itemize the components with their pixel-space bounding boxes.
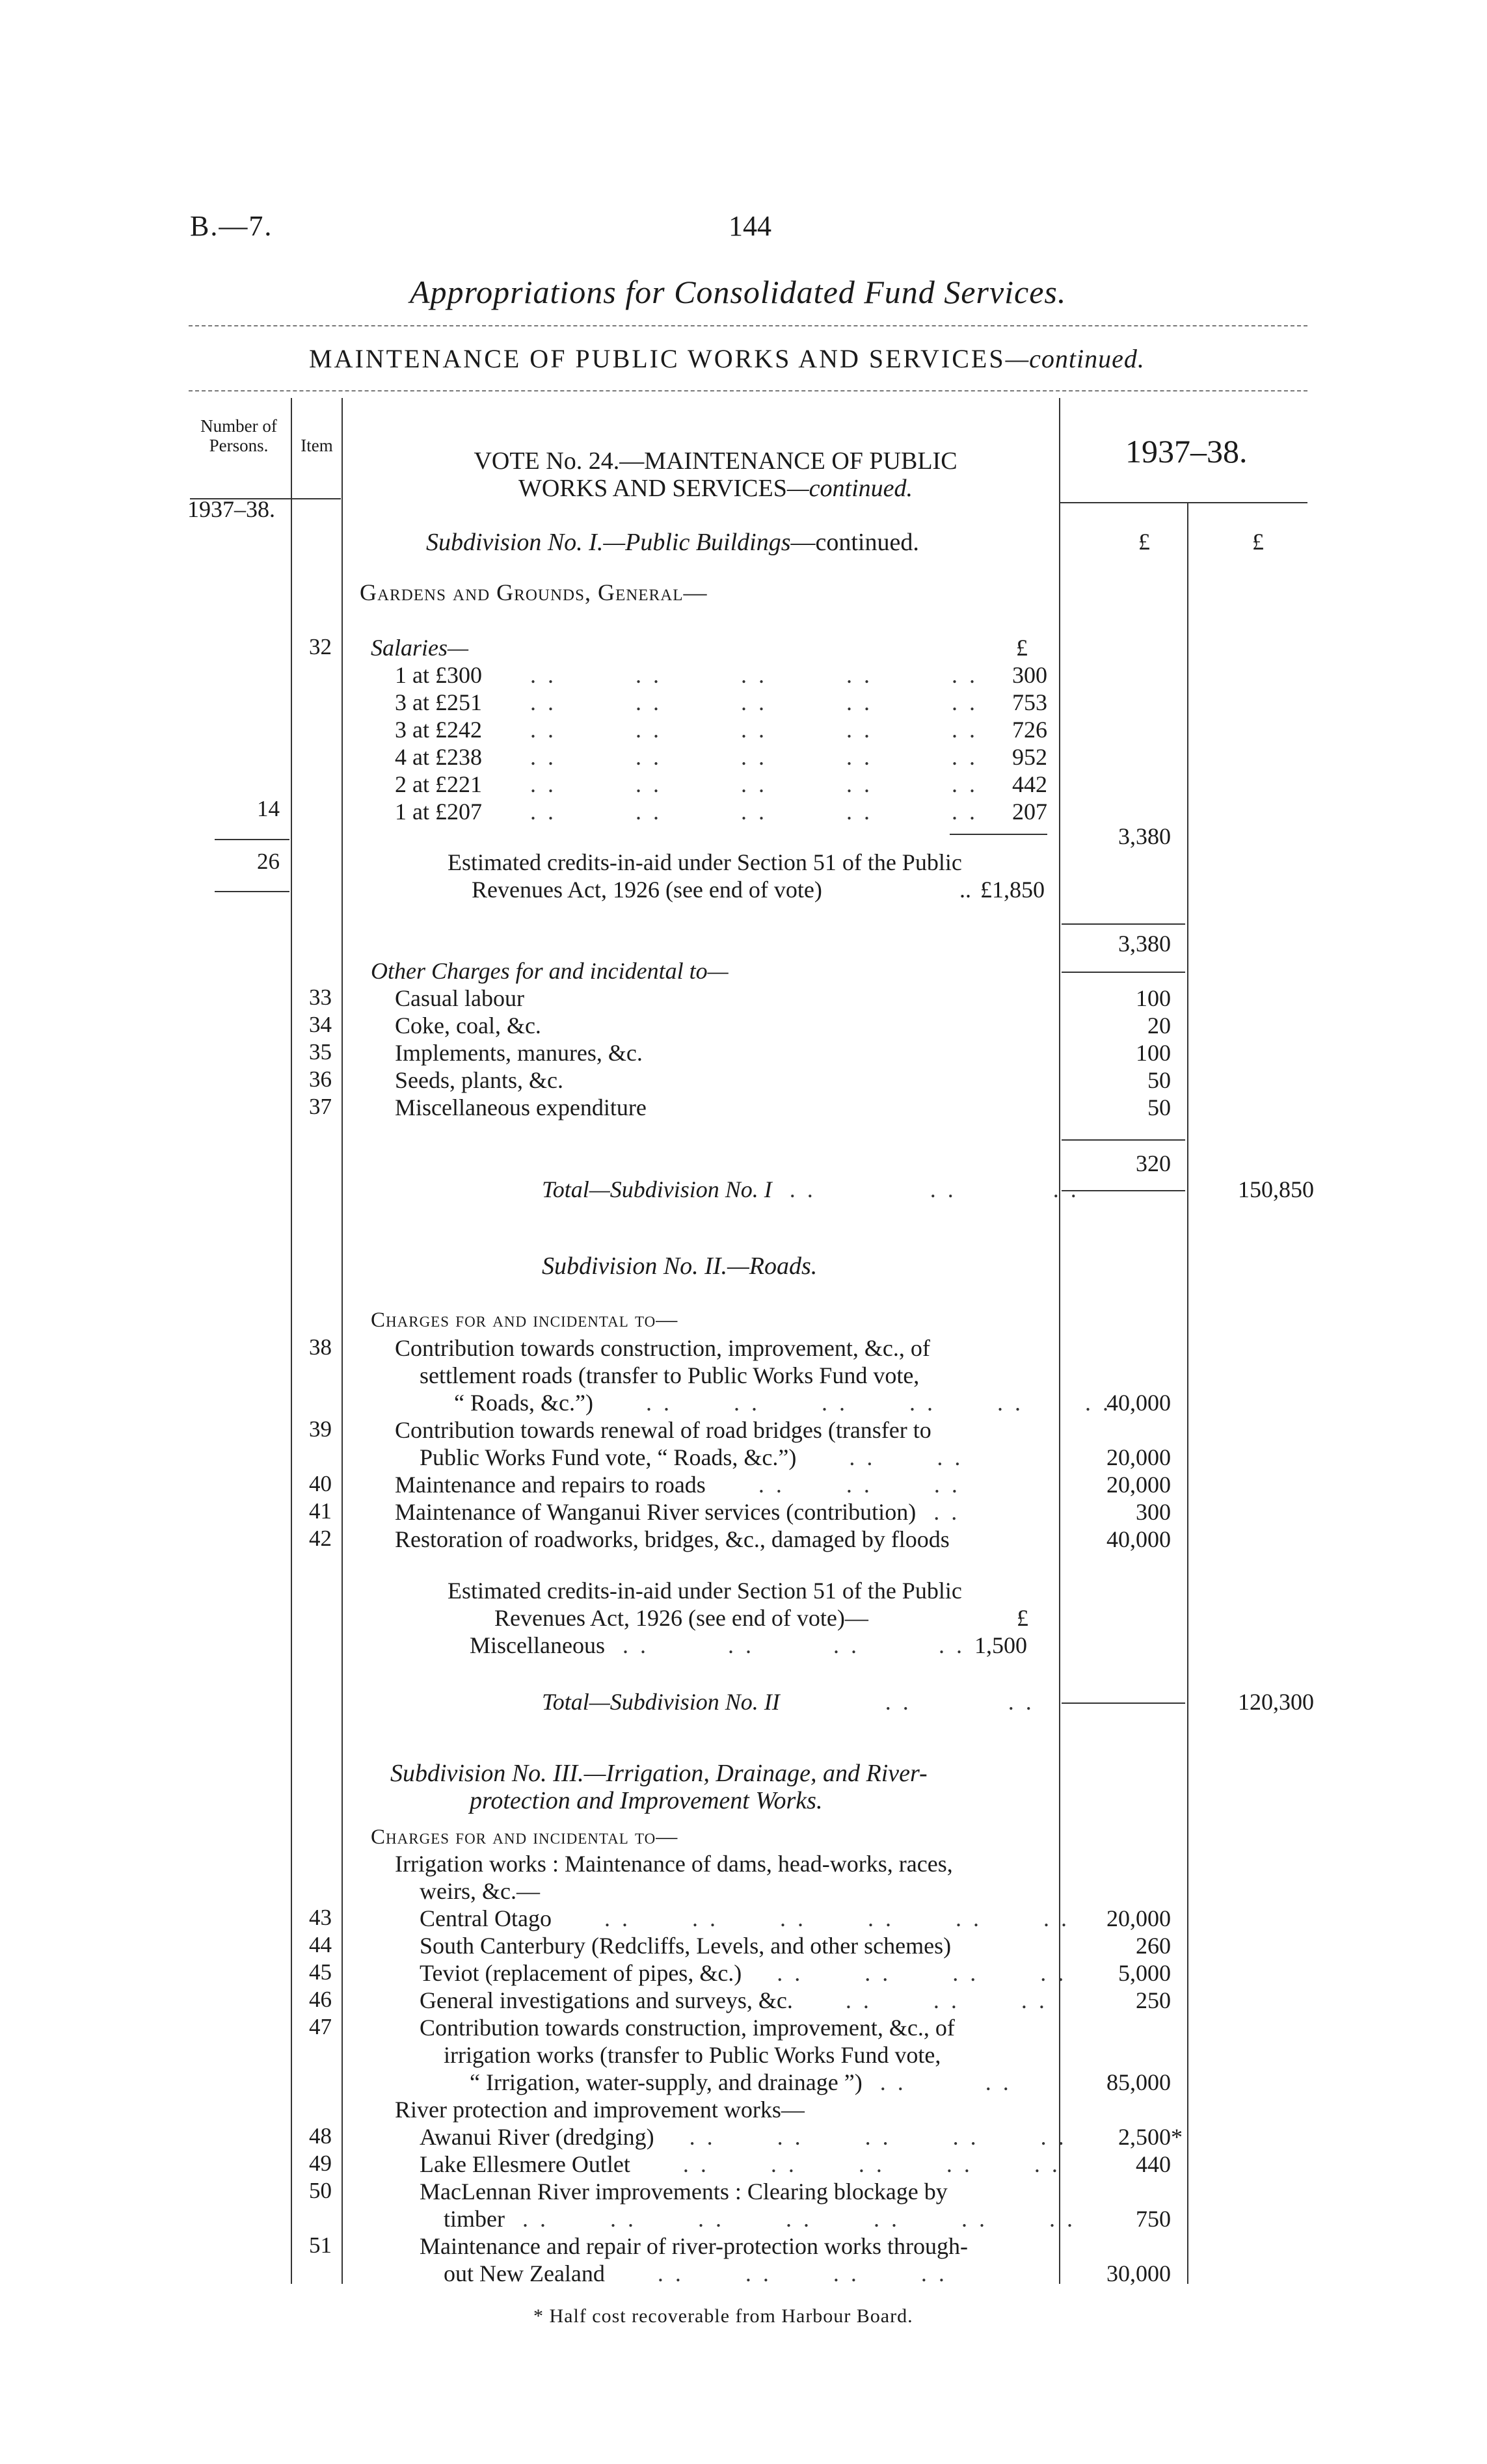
item-47-amount: 85,000 bbox=[1106, 2069, 1171, 2095]
item-40-desc: Maintenance and repairs to roads .. .. .. bbox=[395, 1472, 969, 1498]
salary-row-desc: 1 at £300 bbox=[395, 662, 482, 688]
item-column-header: Item bbox=[301, 436, 333, 455]
sub2-credits-line-2: Revenues Act, 1926 (see end of vote)— bbox=[494, 1605, 868, 1631]
subdivision-1-heading: Subdivision No. I.—Public Buildings—continued. bbox=[426, 529, 919, 556]
item-number: 43 bbox=[309, 1905, 332, 1930]
item-41-desc: Maintenance of Wanganui River services (contribution) .. bbox=[395, 1499, 969, 1525]
subdivision-1-total-rule bbox=[1062, 1190, 1185, 1191]
item-38-line-3: “ Roads, &c.”) .. .. .. .. .. .. bbox=[454, 1390, 1120, 1416]
item-number: 46 bbox=[309, 1987, 332, 2012]
item-number: 38 bbox=[309, 1334, 332, 1360]
other-charge-amount: 50 bbox=[1147, 1067, 1171, 1093]
salary-row-desc: 1 at £207 bbox=[395, 799, 482, 825]
item-number: 35 bbox=[309, 1039, 332, 1065]
item-40-amount: 20,000 bbox=[1106, 1472, 1171, 1498]
subdivision-2-total-label: Total—Subdivision No. II .. .. bbox=[542, 1689, 1043, 1715]
persons-subtotal: 14 bbox=[257, 796, 280, 821]
persons-year-label: 1937–38. bbox=[187, 496, 275, 522]
other-charge-amount: 20 bbox=[1147, 1013, 1171, 1039]
leader-dots: .. .. .. .. .. bbox=[530, 689, 987, 715]
subdivision-2-total: 120,300 bbox=[1238, 1689, 1314, 1715]
item-49-amount: 440 bbox=[1136, 2151, 1171, 2177]
item-44-desc: South Canterbury (Redcliffs, Levels, and other schemes) bbox=[420, 1933, 952, 1959]
section-subtitle: MAINTENANCE OF PUBLIC WORKS AND SERVICES—continued. bbox=[309, 344, 1145, 373]
item-number: 49 bbox=[309, 2151, 332, 2176]
pound-symbol-col1: £ bbox=[1138, 529, 1150, 555]
item-47-line-3: “ Irrigation, water-supply, and drainage ”) .. .. bbox=[470, 2069, 1021, 2095]
persons-rule bbox=[215, 839, 289, 840]
subdivision-2-heading: Subdivision No. II.—Roads. bbox=[542, 1252, 818, 1280]
salary-row-amount: 952 bbox=[1012, 744, 1047, 770]
item-number: 44 bbox=[309, 1932, 332, 1957]
salary-row-amount: 300 bbox=[1012, 662, 1047, 688]
subdivision-3-charges-label: Charges for and incidental to— bbox=[371, 1825, 678, 1849]
salary-row-desc: 2 at £221 bbox=[395, 771, 482, 797]
other-charge-desc: Implements, manures, &c. bbox=[395, 1040, 643, 1066]
item-number: 36 bbox=[309, 1066, 332, 1092]
salary-row-desc: 4 at £238 bbox=[395, 744, 482, 770]
item-42-amount: 40,000 bbox=[1106, 1526, 1171, 1552]
subdivision-2-charges-label: Charges for and incidental to— bbox=[371, 1308, 678, 1332]
item-46-amount: 250 bbox=[1136, 1987, 1171, 2013]
item-48-amount: 2,500* bbox=[1118, 2124, 1183, 2150]
item-51-amount: 30,000 bbox=[1106, 2260, 1171, 2286]
net-salaries-rule bbox=[1062, 923, 1185, 925]
credits-line-2: Revenues Act, 1926 (see end of vote) bbox=[472, 877, 822, 903]
item-45-desc: Teviot (replacement of pipes, &c.) .. .. .. .. bbox=[420, 1960, 1076, 1986]
credits-line-1: Estimated credits-in-aid under Section 51 of the Public bbox=[448, 849, 962, 875]
sub2-credits-line-1: Estimated credits-in-aid under Section 51 of the Public bbox=[448, 1578, 962, 1604]
item-51-line-1: Maintenance and repair of river-protection works through- bbox=[420, 2233, 968, 2259]
other-charges-rule bbox=[1062, 972, 1185, 973]
other-charge-desc: Seeds, plants, &c. bbox=[395, 1067, 563, 1093]
page-title: Appropriations for Consolidated Fund Services. bbox=[410, 274, 1067, 310]
subdivision-1-total-label: Total—Subdivision No. I .. .. .. bbox=[542, 1176, 1088, 1202]
item-45-amount: 5,000 bbox=[1118, 1960, 1171, 1986]
item-number: 50 bbox=[309, 2178, 332, 2203]
item-38-line-2: settlement roads (transfer to Public Works Fund vote, bbox=[420, 1362, 920, 1388]
subdivision-3-heading-line-1: Subdivision No. III.—Irrigation, Drainage, and River- bbox=[390, 1760, 928, 1787]
credits-amount: .. £1,850 bbox=[959, 877, 1045, 903]
leader-dots: .. .. .. .. .. bbox=[530, 744, 987, 770]
salary-row-desc: 3 at £242 bbox=[395, 717, 482, 743]
other-total-rule bbox=[1062, 1139, 1185, 1141]
item-column-rule bbox=[342, 398, 343, 2284]
item-38-line-1: Contribution towards construction, improvement, &c., of bbox=[395, 1335, 930, 1361]
item-number: 37 bbox=[309, 1094, 332, 1119]
item-number: 51 bbox=[309, 2232, 332, 2258]
item-number: 42 bbox=[309, 1526, 332, 1551]
item-42-desc: Restoration of roadworks, bridges, &c., damaged by floods bbox=[395, 1526, 950, 1552]
leader-dots: .. .. .. .. .. bbox=[530, 799, 987, 825]
item-44-amount: 260 bbox=[1136, 1933, 1171, 1959]
item-39-line-1: Contribution towards renewal of road bridges (transfer to bbox=[395, 1417, 931, 1443]
salaries-label: Salaries— bbox=[371, 635, 469, 661]
item-51-line-2: out New Zealand .. .. .. .. bbox=[444, 2260, 956, 2286]
sub2-credits-misc-amount: 1,500 bbox=[974, 1632, 1027, 1658]
amount2-column-rule bbox=[1187, 502, 1188, 2284]
page-number: 144 bbox=[729, 210, 771, 242]
leader-dots: .. .. .. .. .. bbox=[530, 717, 987, 743]
irrigation-line-1: Irrigation works : Maintenance of dams, head-works, races, bbox=[395, 1851, 953, 1877]
river-protection-label: River protection and improvement works— bbox=[395, 2097, 805, 2123]
item-number: 47 bbox=[309, 2014, 332, 2039]
sub2-credits-pound: £ bbox=[1017, 1605, 1028, 1631]
item-46-desc: General investigations and surveys, &c. .. .. .. bbox=[420, 1987, 1056, 2013]
item-number: 32 bbox=[309, 634, 332, 659]
item-number: 34 bbox=[309, 1012, 332, 1037]
net-salaries: 3,380 bbox=[1118, 931, 1171, 957]
other-charges-total: 320 bbox=[1136, 1150, 1171, 1176]
item-39-line-2: Public Works Fund vote, “ Roads, &c.”) .. .. bbox=[420, 1444, 972, 1470]
leader-dots: .. .. .. .. .. bbox=[530, 662, 987, 688]
subtitle-rule bbox=[189, 390, 1307, 391]
other-charge-amount: 100 bbox=[1136, 985, 1171, 1011]
salaries-total: 3,380 bbox=[1118, 823, 1171, 849]
persons-column-header: Number of Persons. bbox=[200, 416, 277, 455]
salaries-sum-rule bbox=[950, 834, 1047, 835]
item-50-line-1: MacLennan River improvements : Clearing blockage by bbox=[420, 2179, 948, 2205]
item-50-line-2: timber .. .. .. .. .. .. .. bbox=[444, 2206, 1084, 2232]
footnote: * Half cost recoverable from Harbour Board. bbox=[533, 2305, 913, 2327]
vote-heading: VOTE No. 24.—MAINTENANCE OF PUBLIC WORKS AND SERVICES—continued. bbox=[474, 447, 958, 502]
salary-row-amount: 442 bbox=[1012, 771, 1047, 797]
item-48-desc: Awanui River (dredging) .. .. .. .. .. bbox=[420, 2124, 1076, 2150]
subdivision-1-total: 150,850 bbox=[1238, 1176, 1314, 1202]
item-41-amount: 300 bbox=[1136, 1499, 1171, 1525]
item-47-line-2: irrigation works (transfer to Public Works Fund vote, bbox=[444, 2042, 941, 2068]
salary-row-amount: 726 bbox=[1012, 717, 1047, 743]
item-number: 39 bbox=[309, 1416, 332, 1442]
item-number: 45 bbox=[309, 1959, 332, 1985]
subdivision-2-total-rule bbox=[1062, 1702, 1185, 1704]
persons-rule-2 bbox=[215, 891, 289, 892]
item-49-desc: Lake Ellesmere Outlet .. .. .. .. .. bbox=[420, 2151, 1069, 2177]
item-number: 41 bbox=[309, 1498, 332, 1524]
item-43-amount: 20,000 bbox=[1106, 1905, 1171, 1931]
salary-row-amount: 753 bbox=[1012, 689, 1047, 715]
irrigation-line-2: weirs, &c.— bbox=[420, 1878, 540, 1904]
subdivision-3-heading-line-2: protection and Improvement Works. bbox=[470, 1787, 823, 1814]
sub2-credits-misc: Miscellaneous .. .. .. .. bbox=[470, 1632, 974, 1658]
year-column-header: 1937–38. bbox=[1125, 433, 1248, 470]
leader-dots: .. .. .. .. .. bbox=[530, 771, 987, 797]
item-47-line-1: Contribution towards construction, improvement, &c., of bbox=[420, 2015, 955, 2041]
other-charge-amount: 100 bbox=[1136, 1040, 1171, 1066]
salaries-pound: £ bbox=[1016, 635, 1028, 661]
salary-row-desc: 3 at £251 bbox=[395, 689, 482, 715]
other-charge-desc: Coke, coal, &c. bbox=[395, 1013, 541, 1039]
other-charges-label: Other Charges for and incidental to— bbox=[371, 958, 729, 984]
item-number: 48 bbox=[309, 2123, 332, 2149]
item-50-amount: 750 bbox=[1136, 2206, 1171, 2232]
header-underline-right bbox=[1060, 502, 1307, 503]
title-rule bbox=[189, 325, 1307, 326]
pound-symbol-col2: £ bbox=[1252, 529, 1264, 555]
gardens-heading: Gardens and Grounds, General— bbox=[360, 579, 708, 605]
item-number: 40 bbox=[309, 1471, 332, 1496]
document-reference: B.—7. bbox=[190, 210, 273, 242]
item-43-desc: Central Otago .. .. .. .. .. .. bbox=[420, 1905, 1078, 1931]
item-39-amount: 20,000 bbox=[1106, 1444, 1171, 1470]
other-charge-desc: Miscellaneous expenditure bbox=[395, 1094, 647, 1120]
item-38-amount: 40,000 bbox=[1106, 1390, 1171, 1416]
other-charge-desc: Casual labour bbox=[395, 985, 524, 1011]
salary-row-amount: 207 bbox=[1012, 799, 1047, 825]
item-number: 33 bbox=[309, 985, 332, 1010]
other-charge-amount: 50 bbox=[1147, 1094, 1171, 1120]
persons-total: 26 bbox=[257, 849, 280, 874]
